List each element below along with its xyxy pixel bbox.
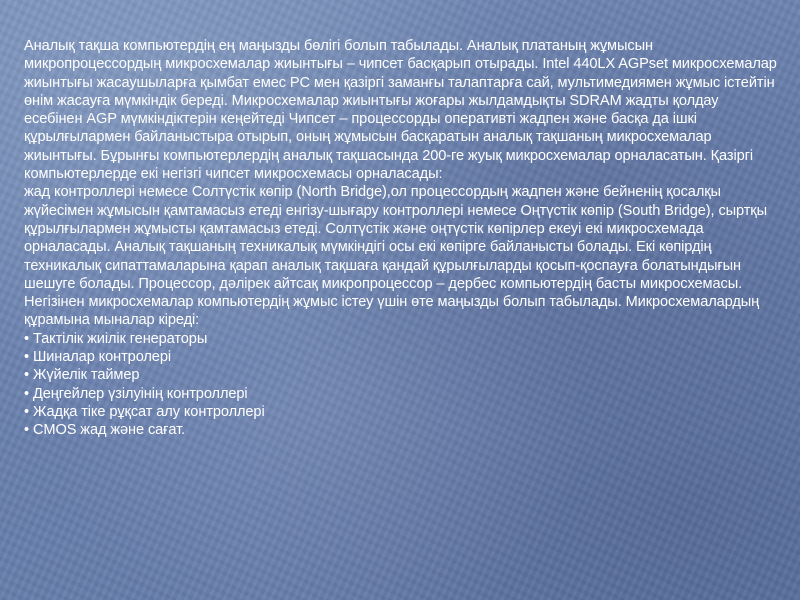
list-item-text: Тактілік жиілік генераторы (32, 330, 208, 347)
bullet-icon (24, 349, 33, 365)
list-item-text: Жадқа тіке рұқсат алу контроллері (32, 403, 265, 420)
list-item (24, 421, 780, 439)
slide-text-body (24, 37, 780, 440)
components-list (24, 330, 780, 440)
list-item (24, 348, 780, 366)
list-item (24, 403, 780, 421)
bullet-icon (24, 404, 33, 420)
list-item-text: CMOS жад және сағат. (32, 422, 186, 439)
bullet-icon (24, 367, 33, 383)
bullet-icon (24, 331, 33, 347)
bridges-paragraph: жад контроллері немесе Солтүстік көпір (North Bridge),ол процессордың жадпен және бейненің қосалқы жүйесімен жұмысын қамтамасыз етеді енгізу-шығару контроллері немесе Оңтүстік көпір (South Bridge), сыртқы құрылғылармен жұмысты қамтамасыз етеді. Солтүстік және оңтүстік көпірлер екеуі екі микросхемада орналасады. Аналық тақшаның техникалық мүмкіндігі осы екі көпірге байланысты болады. Екі көпірдің техникалық сипаттамаларына қарап аналық тақшаға қандай құрылғыларды қосып-қоспауға болатындығын шешуге болады. Процессор, дәлірек айтсақ микропроцессор – дербес компьютердің басты микросхемасы. Негізінен микросхемалар компьютердің жұмыс істеу үшін өте маңызды болып табылады. Микросхемалардың құрамына мыналар кіреді: (24, 184, 767, 329)
list-item (24, 366, 780, 384)
bullet-icon (24, 386, 33, 402)
intro-paragraph: Аналық тақша компьютердің ең маңызды бөлігі болып табылады. Аналық платаның жұмысын микропроцессордың микросхемалар жиынтығы – чипсет басқарып отырады. Intel 440LX AGPset микросхемалар жиынтығы жасаушыларға қымбат емес PC мен қазіргі заманғы талаптарға сай, мультимедиямен жұмыс істейтін өнім жасауға мүмкіндік береді. Микросхемалар жиынтығы жоғары жылдамдықты SDRAM жадты қолдау есебінен AGP мүмкіндіктерін кеңейтеді Чипсет – процессорды оперативті жадпен және басқа да ішкі құрылғылармен байланыстыра отырып, оның жұмысын басқаратын аналық тақшаның микросхемалар жиынтығы. Бұрынғы компьютерлердің аналық тақшасында 200-ге жуық микросхемалар орналасатын. Қазіргі компьютерлерде екі негізгі чипсет микросхемасы орналасады: (24, 38, 777, 183)
list-item-text: Деңгейлер үзілуінің контроллері (32, 385, 248, 402)
bullet-icon (24, 422, 33, 438)
list-item-text: Шиналар контролері (32, 349, 171, 366)
list-item-text: Жүйелік таймер (32, 367, 140, 384)
list-item (24, 330, 780, 348)
list-item (24, 385, 780, 403)
